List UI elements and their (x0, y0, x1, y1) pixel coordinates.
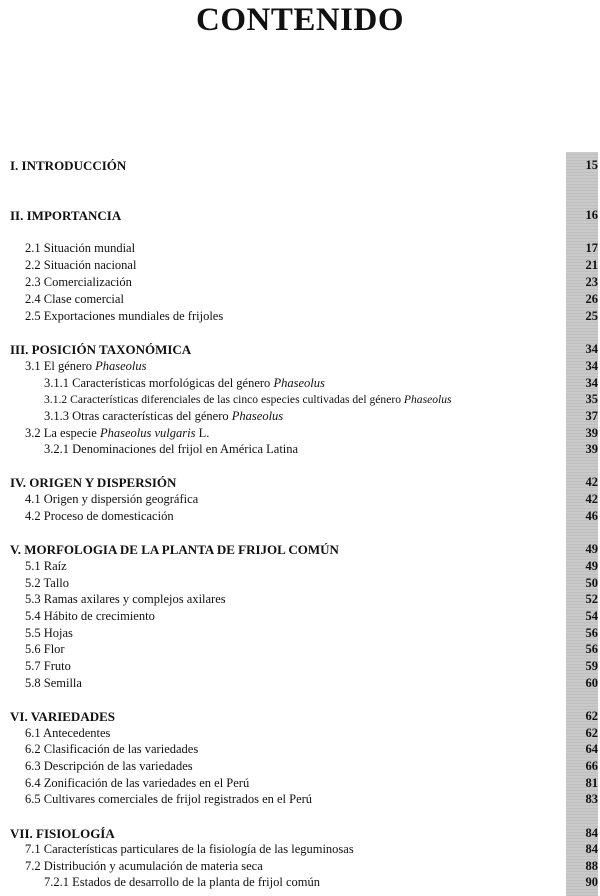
toc-entry-title (10, 341, 191, 358)
toc-entry-title (25, 791, 312, 808)
entry-text: 2.2 Situación nacional (25, 258, 137, 272)
toc-entry-title (10, 541, 339, 558)
entry-italic-text: Phaseolus (403, 393, 452, 406)
page-number: 25 (585, 309, 598, 323)
toc-entry (0, 508, 600, 525)
toc-entry-title (25, 240, 135, 257)
toc-entry (0, 358, 600, 375)
page-number: 62 (585, 709, 598, 723)
toc-entry-title (25, 625, 73, 642)
entry-text: 5.5 Hojas (25, 626, 73, 640)
page-number: 17 (585, 241, 598, 255)
toc-entry-title (25, 841, 354, 858)
entry-italic-text: Phaseolus (273, 376, 325, 390)
page-number: 37 (585, 409, 598, 423)
toc-entry (0, 658, 600, 675)
toc-entry (0, 441, 600, 458)
toc-entry-title (25, 575, 69, 592)
toc-entry (0, 675, 600, 692)
toc-entry-title (25, 608, 155, 625)
entry-text: 5.8 Semilla (25, 676, 82, 690)
entry-text: VII. FISIOLOGÍA (10, 826, 115, 841)
toc-chapter (0, 207, 600, 224)
toc-entry (0, 257, 600, 274)
entry-text: 5.1 Raíz (25, 559, 67, 573)
entry-text: 4.1 Origen y dispersión geográfica (25, 492, 199, 506)
toc-entry (0, 858, 600, 875)
toc-entry (0, 375, 600, 392)
page-number: 49 (585, 542, 598, 556)
toc-entry (0, 425, 600, 442)
toc-entry (0, 641, 600, 658)
page-number: 56 (585, 642, 598, 656)
page-title: CONTENIDO (195, 2, 405, 38)
entry-text: V. MORFOLOGIA DE LA PLANTA DE FRIJOL COMÚN (10, 542, 339, 557)
page-number: 26 (585, 292, 598, 306)
page-number: 56 (585, 626, 598, 640)
toc-entry-title (25, 257, 136, 274)
entry-text: 3.1.2 Características diferenciales de las cinco especies cultivadas del género (44, 393, 404, 406)
entry-text: I. INTRODUCCIÓN (10, 158, 127, 173)
page-number: 60 (585, 676, 598, 690)
toc-chapter (0, 708, 600, 725)
toc-entry (0, 308, 600, 325)
entry-text: 5.7 Fruto (25, 659, 71, 673)
toc-entry (0, 575, 600, 592)
toc-entry-title (25, 641, 65, 658)
page-number: 23 (585, 275, 598, 289)
toc-entry (0, 775, 600, 792)
toc-entry-title (25, 658, 71, 675)
toc-entry (0, 274, 600, 291)
toc-chapter (0, 474, 600, 491)
toc-entry-title (10, 474, 176, 491)
toc-entry (0, 491, 600, 508)
toc-entry-title (25, 274, 132, 291)
entry-text: 5.6 Flor (25, 642, 65, 656)
toc-entry-title (25, 675, 82, 692)
toc-entry-title (44, 441, 298, 458)
toc-entry-title (10, 825, 115, 842)
page-number: 35 (585, 392, 598, 406)
entry-text: 6.1 Antecedentes (25, 726, 111, 740)
entry-text: 5.2 Tallo (25, 576, 70, 590)
toc-entry (0, 591, 600, 608)
entry-text: 7.2 Distribución y acumulación de materia seca (25, 859, 263, 873)
toc-entry (0, 741, 600, 758)
toc-entry-title (25, 775, 249, 792)
page-number: 66 (585, 759, 598, 773)
toc-entry-title (25, 425, 209, 442)
entry-text: 4.2 Proceso de domesticación (25, 509, 174, 523)
toc-entry (0, 758, 600, 775)
page-number: 59 (585, 659, 598, 673)
toc-entry (0, 725, 600, 742)
toc-chapter (0, 541, 600, 558)
toc-entry-title (25, 591, 226, 608)
entry-text: 5.4 Hábito de crecimiento (25, 609, 155, 623)
toc-entry-title (44, 408, 283, 425)
page-number: 84 (585, 826, 598, 840)
page-number: 62 (585, 726, 598, 740)
entry-text: 7.2.1 Estados de desarrollo de la planta de frijol común (44, 875, 320, 889)
toc-entry-title (25, 758, 193, 775)
entry-text: 6.5 Cultivares comerciales de frijol registrados en el Perú (25, 792, 313, 806)
toc-entry (0, 608, 600, 625)
toc-entry-title (25, 308, 223, 325)
toc-entry-title (44, 375, 325, 392)
toc-entry (0, 791, 600, 808)
toc-entry-title (25, 508, 174, 525)
toc-chapter (0, 825, 600, 842)
toc-chapter (0, 157, 600, 174)
page-number: 49 (585, 559, 598, 573)
entry-text: 5.3 Ramas axilares y complejos axilares (25, 592, 226, 606)
page-number: 16 (585, 208, 598, 222)
page-number: 21 (585, 258, 598, 272)
entry-text: 3.1.3 Otras características del género (44, 409, 232, 423)
entry-text: VI. VARIEDADES (10, 709, 115, 724)
page-number: 39 (585, 426, 598, 440)
toc-entry-title (44, 874, 320, 891)
entry-text: L. (195, 426, 210, 440)
toc-entry (0, 240, 600, 257)
toc-entry-title (44, 391, 452, 408)
page-number: 88 (585, 859, 598, 873)
entry-text: 6.2 Clasificación de las variedades (25, 742, 199, 756)
toc-entry-title (25, 858, 263, 875)
toc-entry (0, 625, 600, 642)
page-number: 54 (585, 609, 598, 623)
toc-entry-title (25, 558, 67, 575)
page-number: 34 (585, 376, 598, 390)
toc-entry (0, 874, 600, 891)
page-number: 50 (585, 576, 598, 590)
page-number: 42 (585, 492, 598, 506)
page-number: 81 (585, 776, 598, 790)
toc-chapter (0, 341, 600, 358)
page-number: 39 (585, 442, 598, 456)
toc-entry-title (25, 725, 110, 742)
page-number: 84 (585, 842, 598, 856)
page-number: 90 (585, 875, 598, 889)
page-number: 64 (585, 742, 598, 756)
entry-text: II. IMPORTANCIA (10, 208, 122, 223)
entry-text: 3.2 La especie (25, 426, 100, 440)
toc-entry (0, 408, 600, 425)
entry-text: 2.1 Situación mundial (25, 241, 136, 255)
page-number: 52 (585, 592, 598, 606)
toc-entry-title (10, 157, 126, 174)
toc-entry-title (25, 491, 198, 508)
toc-entry (0, 841, 600, 858)
entry-italic-text: Phaseolus (95, 359, 147, 373)
page-number: 83 (585, 792, 598, 806)
entry-text: 3.1 El género (25, 359, 96, 373)
entry-text: 3.1.1 Características morfológicas del género (44, 376, 274, 390)
toc-entry-title (25, 291, 124, 308)
entry-text: 3.2.1 Denominaciones del frijol en América Latina (44, 442, 299, 456)
entry-text: IV. ORIGEN Y DISPERSIÓN (10, 475, 177, 490)
entry-italic-text: Phaseolus vulgaris (99, 426, 196, 440)
toc-entry-title (25, 358, 147, 375)
entry-text: 2.4 Clase comercial (25, 292, 124, 306)
toc-entry (0, 291, 600, 308)
page-number: 34 (585, 342, 598, 356)
page-number: 15 (585, 158, 598, 172)
toc-entry-title (25, 741, 198, 758)
page-number: 42 (585, 475, 598, 489)
entry-text: 6.3 Descripción de las variedades (25, 759, 193, 773)
toc-entry (0, 558, 600, 575)
page-number: 34 (585, 359, 598, 373)
entry-text: 6.4 Zonificación de las variedades en el Perú (25, 776, 250, 790)
entry-italic-text: Phaseolus (231, 409, 284, 423)
page-number: 46 (585, 509, 598, 523)
entry-text: 7.1 Características particulares de la fisiología de las leguminosas (25, 842, 354, 856)
toc-entry (0, 391, 600, 408)
toc-entry-title (10, 207, 121, 224)
entry-text: III. POSICIÓN TAXONÓMICA (10, 342, 192, 357)
toc-entry-title (10, 708, 115, 725)
entry-text: 2.5 Exportaciones mundiales de frijoles (25, 309, 224, 323)
entry-text: 2.3 Comercialización (25, 275, 132, 289)
